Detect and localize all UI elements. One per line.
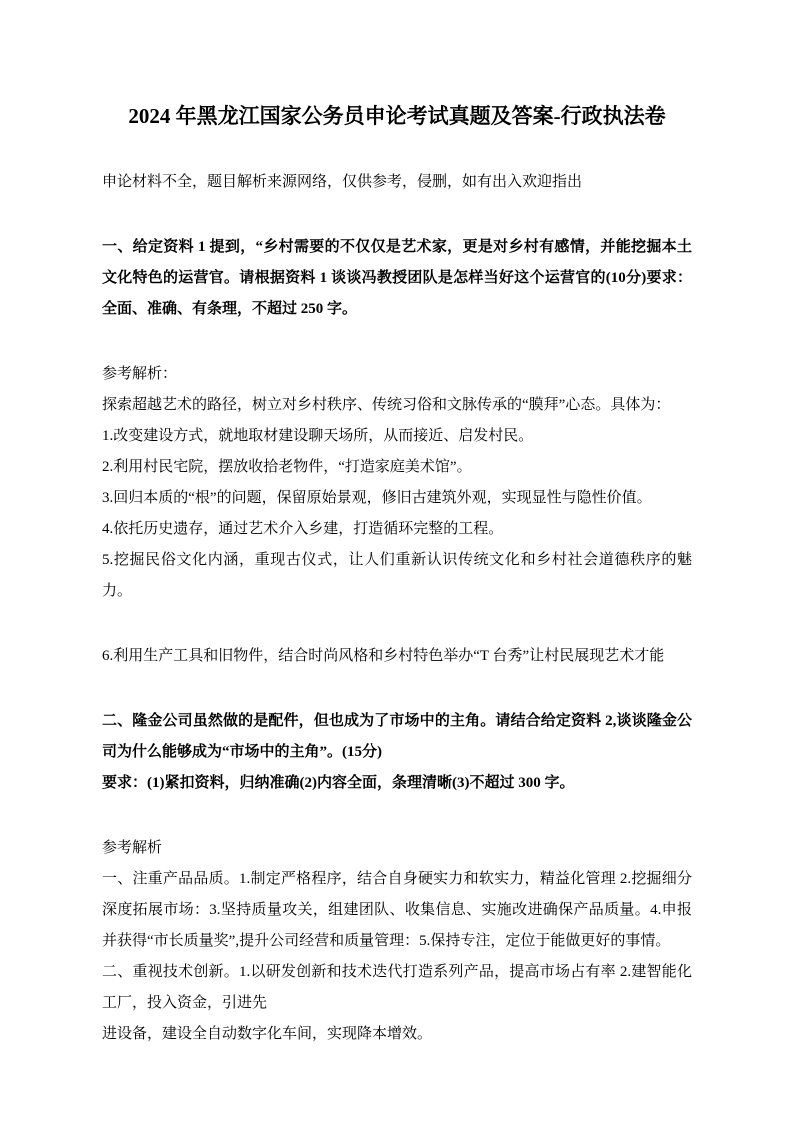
page-title: 2024 年黑龙江国家公务员申论考试真题及答案-行政执法卷 <box>128 104 666 128</box>
question1-prompt: 一、给定资料 1 提到，“乡村需要的不仅仅是艺术家，更是对乡村有感情，并能挖掘本土文化特色的运营官。请根据资料 1 谈谈冯教授团队是怎样当好这个运营官的(10分)要求：全面、准确、有条理，不超过 250 字。 <box>102 239 692 317</box>
q1-analysis-point: 5.挖掘民俗文化内涵，重现古仪式，让人们重新认识传统文化和乡村社会道德秩序的魅力。 <box>102 552 692 599</box>
q2-analysis-heading: 参考解析 <box>102 840 163 856</box>
q1-analysis-intro: 探索超越艺术的路径，树立对乡村秩序、传统习俗和文脉传承的“膜拜”心态。具体为： <box>102 397 671 413</box>
q2-analysis-paragraph: 一、注重产品品质。1.制定严格程序，结合自身硬实力和软实力，精益化管理 2.挖掘细分深度拓展市场：3.坚持质量攻关，组建团队、收集信息、实施改进确保产品质量。4.申报并获得“市长质量奖”,提升公司经营和质量管理：5.保持专注，定位于能做更好的事情。 <box>102 871 692 949</box>
blank-line <box>102 799 692 833</box>
question2-prompt: 二、隆金公司虽然做的是配件，但也成为了市场中的主角。请结合给定资料 2,谈谈隆金公司为什么能够成为“市场中的主角”。(15分) <box>102 713 692 760</box>
q1-analysis-point: 1.改变建设方式，就地取材建设聊天场所，从而接近、启发村民。 <box>102 428 534 444</box>
q2-analysis-paragraph: 二、重视技术创新。1.以研发创新和技术迭代打造系列产品，提高市场占有率 2.建智能化工厂，投入资金，引进先 <box>102 964 692 1011</box>
q1-analysis-point: 2.利用村民宅院，摆放收拾老物件，“打造家庭美术馆”。 <box>102 459 472 475</box>
q2-analysis-paragraph: 进设备，建设全自动数字化车间，实现降本增效。 <box>102 1026 433 1042</box>
blank-line <box>102 133 692 167</box>
blank-line <box>102 198 692 232</box>
blank-line <box>102 607 692 641</box>
disclaimer-note: 申论材料不全，题目解析来源网络，仅供参考，侵删，如有出入欢迎指出 <box>102 174 583 190</box>
question2-requirements: 要求：(1)紧扣资料，归纳准确(2)内容全面，条理清晰(3)不超过 300 字。 <box>102 775 575 791</box>
blank-line <box>102 325 692 359</box>
q1-analysis-point: 3.回归本质的“根”的问题，保留原始景观，修旧古建筑外观，实现显性与隐性价值。 <box>102 490 652 506</box>
q1-analysis-point: 4.依托历史遗存，通过艺术介入乡建，打造循环完整的工程。 <box>102 521 504 537</box>
q1-analysis-heading: 参考解析： <box>102 366 178 382</box>
blank-line <box>102 672 692 706</box>
q1-analysis-point-6: 6.利用生产工具和旧物件，结合时尚风格和乡村特色举办“T 台秀”让村民展现艺术才能 <box>102 648 665 664</box>
